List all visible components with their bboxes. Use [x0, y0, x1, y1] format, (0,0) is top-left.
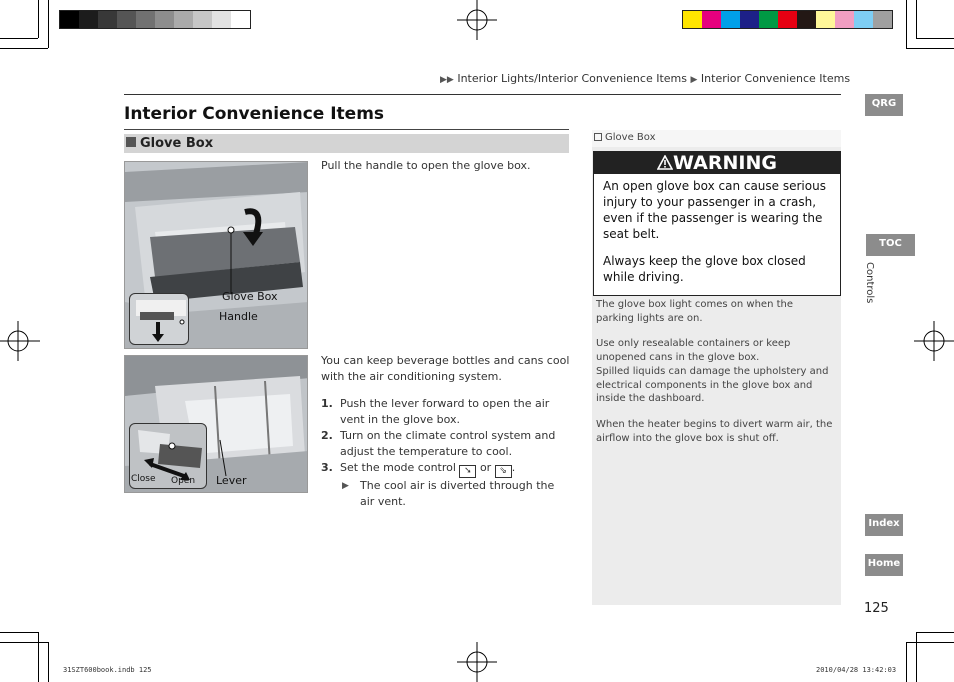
color-swatch [117, 11, 136, 28]
header-divider [124, 94, 841, 95]
side-panel-title: Glove Box [605, 132, 656, 143]
list-item [321, 460, 571, 510]
list-item [321, 428, 571, 460]
glove-box-callout: Glove Box [222, 290, 278, 303]
color-swatch [60, 11, 79, 28]
grayscale-color-bar [59, 10, 251, 29]
color-swatch [98, 11, 117, 28]
crop-mark [48, 642, 49, 682]
breadcrumb-arrow-icon: ▶▶ [440, 75, 454, 85]
tab-home[interactable]: Home [863, 554, 903, 576]
cooling-instructions [321, 353, 571, 510]
mode-face-floor-icon: ⇘ [495, 465, 512, 478]
breadcrumb-separator-icon: ▶ [690, 75, 698, 85]
breadcrumb [440, 72, 850, 85]
step-note [340, 478, 571, 510]
section-square-icon [126, 137, 136, 147]
color-swatch [740, 11, 759, 28]
handle-callout: Handle [219, 310, 258, 323]
color-swatch [759, 11, 778, 28]
color-swatch [816, 11, 835, 28]
crop-mark [906, 48, 954, 49]
note-spilled-liquids: Spilled liquids can damage the upholstery and electrical components in the glove box and inside the dashboard. [596, 366, 829, 404]
color-swatch [702, 11, 721, 28]
color-swatch [79, 11, 98, 28]
crop-mark [916, 0, 917, 38]
side-panel-header [592, 130, 841, 147]
crop-mark [916, 38, 954, 39]
glove-box-intro-text: Pull the handle to open the glove box. [321, 159, 531, 172]
crop-mark [916, 632, 917, 682]
color-swatch [797, 11, 816, 28]
note-arrow-icon: ▶ [342, 481, 349, 491]
crop-mark [906, 642, 907, 682]
step-text: Turn on the climate control system and adjust the temperature to cool. [340, 429, 556, 458]
color-swatch [155, 11, 174, 28]
note-heater-airflow: When the heater begins to divert warm air, the airflow into the glove box is shut off. [596, 419, 833, 444]
warning-triangle-icon [657, 155, 673, 170]
color-swatch [174, 11, 193, 28]
crop-mark [48, 0, 49, 48]
page-title: Interior Convenience Items [124, 104, 385, 124]
breadcrumb-link-interior-lights[interactable]: Interior Lights/Interior Convenience Items [457, 72, 687, 85]
registration-target-icon [914, 321, 954, 361]
cooling-intro-text: You can keep beverage bottles and cans cool with the air conditioning system. [321, 354, 570, 383]
color-swatch [231, 11, 250, 28]
warning-paragraph-1: An open glove box can cause serious injury to your passenger in a crash, even if the passenger is wearing the seat belt. [603, 179, 826, 241]
tab-index[interactable]: Index [863, 514, 903, 536]
color-swatch [193, 11, 212, 28]
crop-mark [38, 632, 39, 682]
crop-mark [38, 0, 39, 38]
color-swatch [854, 11, 873, 28]
tab-toc[interactable]: TOC [864, 234, 915, 256]
color-swatch [136, 11, 155, 28]
color-swatch [778, 11, 797, 28]
color-swatch [721, 11, 740, 28]
tab-qrg[interactable]: QRG [863, 94, 903, 116]
page-number: 125 [864, 601, 889, 616]
color-swatch [835, 11, 854, 28]
warning-paragraph-2: Always keep the glove box closed while driving. [603, 254, 806, 284]
crop-mark [0, 38, 38, 39]
step-list [321, 396, 571, 510]
color-swatch [873, 11, 892, 28]
lever-callout: Lever [216, 474, 247, 487]
title-divider [124, 129, 569, 130]
section-heading [124, 134, 569, 153]
tab-controls-label[interactable]: Controls [864, 262, 875, 304]
crop-mark [0, 642, 48, 643]
crop-mark [906, 0, 907, 48]
list-item [321, 396, 571, 428]
print-footer-file: 31SZT600book.indb 125 [63, 666, 152, 674]
close-callout: Close [131, 474, 156, 484]
color-swatch [212, 11, 231, 28]
note-parking-lights: The glove box light comes on when the parking lights are on. [596, 299, 793, 324]
note-resealable-containers: Use only resealable containers or keep unopened cans in the glove box. [596, 338, 791, 363]
step-note-text: The cool air is diverted through the air vent. [360, 479, 555, 508]
step-text: Set the mode control [340, 461, 456, 474]
step-text: Push the lever forward to open the air vent in the glove box. [340, 397, 550, 426]
print-footer-timestamp: 2010/04/28 13:42:03 [816, 666, 897, 674]
warning-body [603, 178, 835, 285]
open-callout: Open [171, 476, 196, 486]
warning-header [594, 152, 840, 174]
step-number: 3. [321, 461, 333, 474]
step-or-text: or [479, 461, 492, 474]
step-number: 2. [321, 429, 333, 442]
step-number: 1. [321, 397, 333, 410]
registration-target-icon [457, 0, 497, 40]
registration-target-icon [457, 642, 497, 682]
warning-box [593, 151, 841, 296]
mode-face-icon: ➘ [459, 465, 476, 478]
crop-mark [0, 48, 48, 49]
crop-mark [0, 632, 38, 633]
section-title: Glove Box [140, 136, 214, 151]
step-period: . [511, 461, 516, 474]
registration-target-icon [0, 321, 40, 361]
warning-title: WARNING [673, 152, 777, 174]
reference-box-icon [594, 133, 602, 141]
crop-mark [906, 642, 954, 643]
breadcrumb-current[interactable]: Interior Convenience Items [700, 72, 851, 85]
color-swatch [683, 11, 702, 28]
crop-mark [916, 632, 954, 633]
process-color-bar [682, 10, 893, 29]
